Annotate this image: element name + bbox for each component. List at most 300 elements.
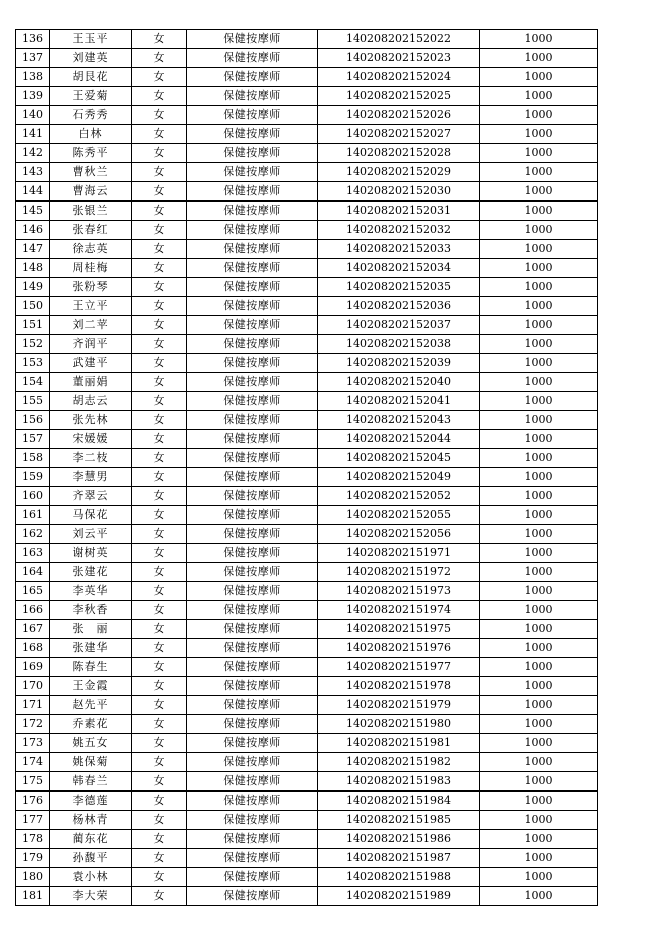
row-index-cell: 147: [16, 240, 50, 259]
certificate-number-cell: 140208202152034: [318, 259, 480, 278]
row-index-cell: 181: [16, 887, 50, 906]
certificate-number-cell: 140208202151988: [318, 868, 480, 887]
occupation-cell: 保健按摩师: [187, 182, 318, 202]
amount-cell: 1000: [480, 354, 598, 373]
occupation-cell: 保健按摩师: [187, 49, 318, 68]
row-index-cell: 175: [16, 772, 50, 792]
certificate-number-cell: 140208202151976: [318, 639, 480, 658]
table-row: [16, 125, 598, 144]
name-cell: 宋媛媛: [50, 430, 132, 449]
name-cell: 白林: [50, 125, 132, 144]
table-row: [16, 677, 598, 696]
amount-cell: 1000: [480, 87, 598, 106]
row-index-cell: 149: [16, 278, 50, 297]
name-cell: 王爱菊: [50, 87, 132, 106]
table-row: [16, 335, 598, 354]
certificate-number-cell: 140208202151973: [318, 582, 480, 601]
gender-cell: 女: [132, 811, 187, 830]
amount-cell: 1000: [480, 563, 598, 582]
gender-cell: 女: [132, 278, 187, 297]
occupation-cell: 保健按摩师: [187, 715, 318, 734]
occupation-cell: 保健按摩师: [187, 468, 318, 487]
occupation-cell: 保健按摩师: [187, 30, 318, 49]
amount-cell: 1000: [480, 411, 598, 430]
gender-cell: 女: [132, 163, 187, 182]
name-cell: 袁小林: [50, 868, 132, 887]
certificate-number-cell: 140208202152043: [318, 411, 480, 430]
name-cell: 姚五女: [50, 734, 132, 753]
name-cell: 王金霞: [50, 677, 132, 696]
certificate-number-cell: 140208202151984: [318, 791, 480, 811]
amount-cell: 1000: [480, 449, 598, 468]
row-index-cell: 159: [16, 468, 50, 487]
gender-cell: 女: [132, 715, 187, 734]
name-cell: 徐志英: [50, 240, 132, 259]
row-index-cell: 148: [16, 259, 50, 278]
table-row: [16, 791, 598, 811]
occupation-cell: 保健按摩师: [187, 487, 318, 506]
gender-cell: 女: [132, 373, 187, 392]
gender-cell: 女: [132, 335, 187, 354]
amount-cell: 1000: [480, 791, 598, 811]
occupation-cell: 保健按摩师: [187, 373, 318, 392]
name-cell: 胡艮花: [50, 68, 132, 87]
table-row: [16, 144, 598, 163]
name-cell: 刘二苹: [50, 316, 132, 335]
amount-cell: 1000: [480, 525, 598, 544]
occupation-cell: 保健按摩师: [187, 620, 318, 639]
certificate-number-cell: 140208202151978: [318, 677, 480, 696]
name-cell: 石秀秀: [50, 106, 132, 125]
row-index-cell: 179: [16, 849, 50, 868]
amount-cell: 1000: [480, 373, 598, 392]
certificate-number-cell: 140208202152056: [318, 525, 480, 544]
certificate-number-cell: 140208202152044: [318, 430, 480, 449]
table-row: [16, 830, 598, 849]
row-index-cell: 152: [16, 335, 50, 354]
occupation-cell: 保健按摩师: [187, 887, 318, 906]
name-cell: 王玉平: [50, 30, 132, 49]
occupation-cell: 保健按摩师: [187, 449, 318, 468]
amount-cell: 1000: [480, 487, 598, 506]
table-row: [16, 87, 598, 106]
name-cell: 蔺东花: [50, 830, 132, 849]
row-index-cell: 162: [16, 525, 50, 544]
name-cell: 张先林: [50, 411, 132, 430]
gender-cell: 女: [132, 849, 187, 868]
occupation-cell: 保健按摩师: [187, 259, 318, 278]
row-index-cell: 153: [16, 354, 50, 373]
occupation-cell: 保健按摩师: [187, 392, 318, 411]
amount-cell: 1000: [480, 144, 598, 163]
certificate-number-cell: 140208202151980: [318, 715, 480, 734]
amount-cell: 1000: [480, 240, 598, 259]
certificate-number-cell: 140208202151977: [318, 658, 480, 677]
amount-cell: 1000: [480, 221, 598, 240]
amount-cell: 1000: [480, 830, 598, 849]
name-cell: 马保花: [50, 506, 132, 525]
row-index-cell: 138: [16, 68, 50, 87]
row-index-cell: 142: [16, 144, 50, 163]
table-row: [16, 411, 598, 430]
amount-cell: 1000: [480, 182, 598, 202]
certificate-number-cell: 140208202151986: [318, 830, 480, 849]
row-index-cell: 164: [16, 563, 50, 582]
occupation-cell: 保健按摩师: [187, 430, 318, 449]
certificate-number-cell: 140208202152033: [318, 240, 480, 259]
occupation-cell: 保健按摩师: [187, 297, 318, 316]
amount-cell: 1000: [480, 106, 598, 125]
row-index-cell: 155: [16, 392, 50, 411]
certificate-number-cell: 140208202152040: [318, 373, 480, 392]
occupation-cell: 保健按摩师: [187, 639, 318, 658]
row-index-cell: 169: [16, 658, 50, 677]
amount-cell: 1000: [480, 544, 598, 563]
amount-cell: 1000: [480, 601, 598, 620]
table-row: [16, 772, 598, 792]
certificate-number-cell: 140208202151975: [318, 620, 480, 639]
amount-cell: 1000: [480, 68, 598, 87]
name-cell: 李慧男: [50, 468, 132, 487]
table-row: [16, 201, 598, 221]
amount-cell: 1000: [480, 506, 598, 525]
gender-cell: 女: [132, 182, 187, 202]
table-row: [16, 30, 598, 49]
amount-cell: 1000: [480, 316, 598, 335]
gender-cell: 女: [132, 753, 187, 772]
row-index-cell: 171: [16, 696, 50, 715]
row-index-cell: 178: [16, 830, 50, 849]
name-cell: 曹秋兰: [50, 163, 132, 182]
gender-cell: 女: [132, 772, 187, 792]
occupation-cell: 保健按摩师: [187, 316, 318, 335]
gender-cell: 女: [132, 430, 187, 449]
gender-cell: 女: [132, 106, 187, 125]
occupation-cell: 保健按摩师: [187, 335, 318, 354]
amount-cell: 1000: [480, 734, 598, 753]
table-row: [16, 544, 598, 563]
gender-cell: 女: [132, 544, 187, 563]
table-row: [16, 811, 598, 830]
amount-cell: 1000: [480, 849, 598, 868]
row-index-cell: 177: [16, 811, 50, 830]
table-row: [16, 563, 598, 582]
row-index-cell: 176: [16, 791, 50, 811]
table-row: [16, 582, 598, 601]
name-cell: 齐翠云: [50, 487, 132, 506]
row-index-cell: 174: [16, 753, 50, 772]
occupation-cell: 保健按摩师: [187, 791, 318, 811]
gender-cell: 女: [132, 658, 187, 677]
gender-cell: 女: [132, 392, 187, 411]
certificate-number-cell: 140208202151985: [318, 811, 480, 830]
table-row: [16, 259, 598, 278]
certificate-number-cell: 140208202152049: [318, 468, 480, 487]
table-row: [16, 696, 598, 715]
row-index-cell: 140: [16, 106, 50, 125]
amount-cell: 1000: [480, 201, 598, 221]
table-row: [16, 316, 598, 335]
certificate-number-cell: 140208202151987: [318, 849, 480, 868]
occupation-cell: 保健按摩师: [187, 677, 318, 696]
occupation-cell: 保健按摩师: [187, 753, 318, 772]
table-row: [16, 449, 598, 468]
row-index-cell: 172: [16, 715, 50, 734]
gender-cell: 女: [132, 201, 187, 221]
row-index-cell: 170: [16, 677, 50, 696]
amount-cell: 1000: [480, 696, 598, 715]
name-cell: 张建花: [50, 563, 132, 582]
gender-cell: 女: [132, 30, 187, 49]
table-row: [16, 106, 598, 125]
table-row: [16, 49, 598, 68]
name-cell: 李秋香: [50, 601, 132, 620]
row-index-cell: 158: [16, 449, 50, 468]
certificate-number-cell: 140208202152038: [318, 335, 480, 354]
table-row: [16, 430, 598, 449]
certificate-number-cell: 140208202152039: [318, 354, 480, 373]
table-row: [16, 525, 598, 544]
table-row: [16, 715, 598, 734]
gender-cell: 女: [132, 887, 187, 906]
table-row: [16, 639, 598, 658]
amount-cell: 1000: [480, 715, 598, 734]
certificate-number-cell: 140208202152023: [318, 49, 480, 68]
occupation-cell: 保健按摩师: [187, 658, 318, 677]
name-cell: 孙馥平: [50, 849, 132, 868]
gender-cell: 女: [132, 411, 187, 430]
name-cell: 张 丽: [50, 620, 132, 639]
gender-cell: 女: [132, 582, 187, 601]
table-row: [16, 887, 598, 906]
table-row: [16, 354, 598, 373]
gender-cell: 女: [132, 468, 187, 487]
certificate-number-cell: 140208202152052: [318, 487, 480, 506]
table-row: [16, 468, 598, 487]
occupation-cell: 保健按摩师: [187, 411, 318, 430]
occupation-cell: 保健按摩师: [187, 125, 318, 144]
row-index-cell: 163: [16, 544, 50, 563]
name-cell: 张银兰: [50, 201, 132, 221]
row-index-cell: 167: [16, 620, 50, 639]
name-cell: 张建华: [50, 639, 132, 658]
subsidy-roster-table: [15, 29, 598, 906]
occupation-cell: 保健按摩师: [187, 354, 318, 373]
occupation-cell: 保健按摩师: [187, 278, 318, 297]
name-cell: 李大荣: [50, 887, 132, 906]
occupation-cell: 保健按摩师: [187, 163, 318, 182]
occupation-cell: 保健按摩师: [187, 240, 318, 259]
table-row: [16, 240, 598, 259]
amount-cell: 1000: [480, 620, 598, 639]
name-cell: 姚保菊: [50, 753, 132, 772]
name-cell: 乔素花: [50, 715, 132, 734]
table-row: [16, 373, 598, 392]
row-index-cell: 139: [16, 87, 50, 106]
amount-cell: 1000: [480, 392, 598, 411]
name-cell: 武建平: [50, 354, 132, 373]
amount-cell: 1000: [480, 868, 598, 887]
gender-cell: 女: [132, 563, 187, 582]
table-row: [16, 278, 598, 297]
certificate-number-cell: 140208202151974: [318, 601, 480, 620]
gender-cell: 女: [132, 868, 187, 887]
gender-cell: 女: [132, 316, 187, 335]
gender-cell: 女: [132, 87, 187, 106]
row-index-cell: 144: [16, 182, 50, 202]
gender-cell: 女: [132, 506, 187, 525]
certificate-number-cell: 140208202152032: [318, 221, 480, 240]
gender-cell: 女: [132, 601, 187, 620]
certificate-number-cell: 140208202152031: [318, 201, 480, 221]
amount-cell: 1000: [480, 163, 598, 182]
occupation-cell: 保健按摩师: [187, 868, 318, 887]
amount-cell: 1000: [480, 887, 598, 906]
certificate-number-cell: 140208202152055: [318, 506, 480, 525]
table-row: [16, 297, 598, 316]
occupation-cell: 保健按摩师: [187, 830, 318, 849]
occupation-cell: 保健按摩师: [187, 525, 318, 544]
name-cell: 刘建英: [50, 49, 132, 68]
table-row: [16, 868, 598, 887]
name-cell: 杨林青: [50, 811, 132, 830]
row-index-cell: 165: [16, 582, 50, 601]
amount-cell: 1000: [480, 677, 598, 696]
row-index-cell: 173: [16, 734, 50, 753]
certificate-number-cell: 140208202152030: [318, 182, 480, 202]
certificate-number-cell: 140208202151972: [318, 563, 480, 582]
row-index-cell: 168: [16, 639, 50, 658]
table-row: [16, 620, 598, 639]
row-index-cell: 146: [16, 221, 50, 240]
certificate-number-cell: 140208202152027: [318, 125, 480, 144]
gender-cell: 女: [132, 696, 187, 715]
amount-cell: 1000: [480, 30, 598, 49]
gender-cell: 女: [132, 240, 187, 259]
amount-cell: 1000: [480, 49, 598, 68]
amount-cell: 1000: [480, 259, 598, 278]
certificate-number-cell: 140208202152041: [318, 392, 480, 411]
certificate-number-cell: 140208202152037: [318, 316, 480, 335]
name-cell: 陈春生: [50, 658, 132, 677]
table-row: [16, 163, 598, 182]
occupation-cell: 保健按摩师: [187, 849, 318, 868]
amount-cell: 1000: [480, 639, 598, 658]
gender-cell: 女: [132, 125, 187, 144]
row-index-cell: 141: [16, 125, 50, 144]
gender-cell: 女: [132, 677, 187, 696]
name-cell: 李德莲: [50, 791, 132, 811]
certificate-number-cell: 140208202151971: [318, 544, 480, 563]
table-row: [16, 68, 598, 87]
row-index-cell: 160: [16, 487, 50, 506]
table-row: [16, 601, 598, 620]
gender-cell: 女: [132, 259, 187, 278]
occupation-cell: 保健按摩师: [187, 544, 318, 563]
roster-body: [16, 30, 598, 906]
gender-cell: 女: [132, 49, 187, 68]
certificate-number-cell: 140208202151982: [318, 753, 480, 772]
amount-cell: 1000: [480, 297, 598, 316]
amount-cell: 1000: [480, 811, 598, 830]
name-cell: 赵先平: [50, 696, 132, 715]
occupation-cell: 保健按摩师: [187, 811, 318, 830]
occupation-cell: 保健按摩师: [187, 601, 318, 620]
name-cell: 齐润平: [50, 335, 132, 354]
row-index-cell: 150: [16, 297, 50, 316]
table-row: [16, 182, 598, 202]
gender-cell: 女: [132, 221, 187, 240]
amount-cell: 1000: [480, 582, 598, 601]
name-cell: 张春红: [50, 221, 132, 240]
gender-cell: 女: [132, 830, 187, 849]
occupation-cell: 保健按摩师: [187, 506, 318, 525]
amount-cell: 1000: [480, 658, 598, 677]
gender-cell: 女: [132, 354, 187, 373]
occupation-cell: 保健按摩师: [187, 563, 318, 582]
amount-cell: 1000: [480, 772, 598, 792]
certificate-number-cell: 140208202152036: [318, 297, 480, 316]
occupation-cell: 保健按摩师: [187, 772, 318, 792]
occupation-cell: 保健按摩师: [187, 696, 318, 715]
name-cell: 张粉琴: [50, 278, 132, 297]
row-index-cell: 143: [16, 163, 50, 182]
name-cell: 王立平: [50, 297, 132, 316]
certificate-number-cell: 140208202152025: [318, 87, 480, 106]
table-row: [16, 658, 598, 677]
row-index-cell: 161: [16, 506, 50, 525]
name-cell: 董丽娟: [50, 373, 132, 392]
certificate-number-cell: 140208202152024: [318, 68, 480, 87]
table-row: [16, 753, 598, 772]
certificate-number-cell: 140208202152035: [318, 278, 480, 297]
gender-cell: 女: [132, 639, 187, 658]
name-cell: 李英华: [50, 582, 132, 601]
gender-cell: 女: [132, 620, 187, 639]
amount-cell: 1000: [480, 278, 598, 297]
occupation-cell: 保健按摩师: [187, 582, 318, 601]
row-index-cell: 151: [16, 316, 50, 335]
certificate-number-cell: 140208202152045: [318, 449, 480, 468]
amount-cell: 1000: [480, 468, 598, 487]
gender-cell: 女: [132, 449, 187, 468]
name-cell: 周桂梅: [50, 259, 132, 278]
certificate-number-cell: 140208202152029: [318, 163, 480, 182]
row-index-cell: 137: [16, 49, 50, 68]
row-index-cell: 136: [16, 30, 50, 49]
row-index-cell: 157: [16, 430, 50, 449]
table-row: [16, 849, 598, 868]
document-page: [15, 29, 597, 906]
gender-cell: 女: [132, 791, 187, 811]
amount-cell: 1000: [480, 125, 598, 144]
name-cell: 胡志云: [50, 392, 132, 411]
occupation-cell: 保健按摩师: [187, 68, 318, 87]
occupation-cell: 保健按摩师: [187, 87, 318, 106]
table-row: [16, 487, 598, 506]
table-row: [16, 734, 598, 753]
name-cell: 曹海云: [50, 182, 132, 202]
name-cell: 谢树英: [50, 544, 132, 563]
row-index-cell: 145: [16, 201, 50, 221]
row-index-cell: 166: [16, 601, 50, 620]
gender-cell: 女: [132, 297, 187, 316]
table-row: [16, 221, 598, 240]
amount-cell: 1000: [480, 753, 598, 772]
gender-cell: 女: [132, 144, 187, 163]
table-row: [16, 392, 598, 411]
certificate-number-cell: 140208202151979: [318, 696, 480, 715]
